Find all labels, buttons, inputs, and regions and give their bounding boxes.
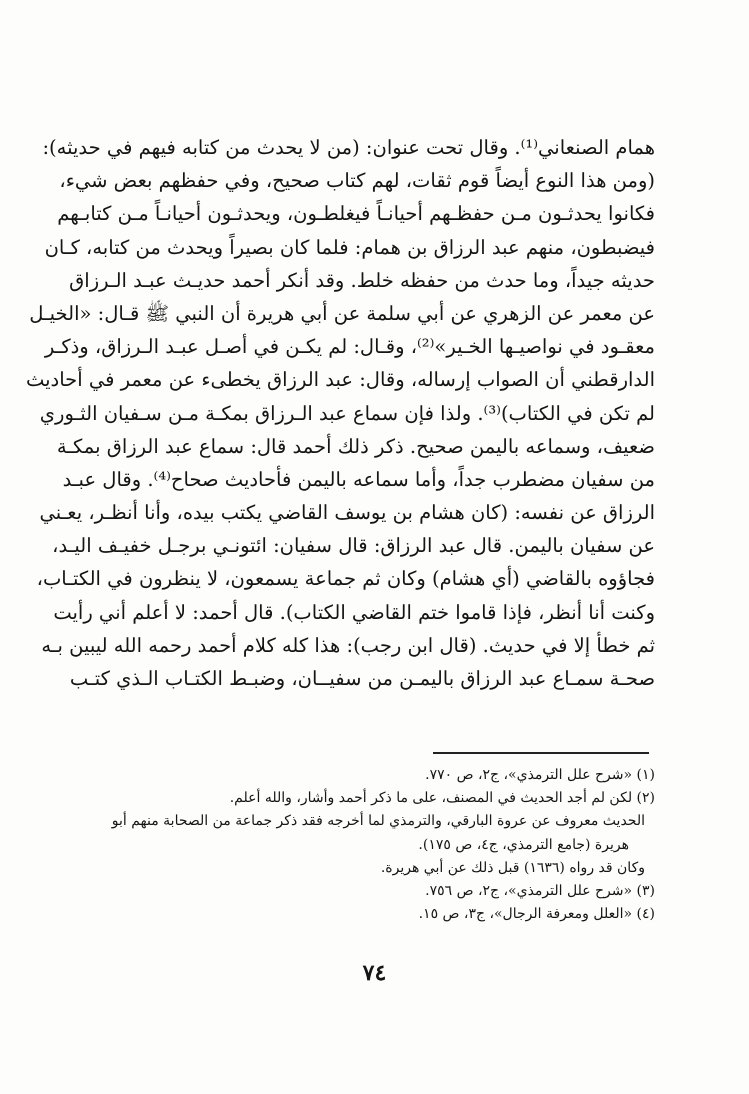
footnote-1: (١) «شرح علل الترمذي»، ج٢، ص ٧٧٠.	[425, 767, 655, 783]
text-line: ضعيف، وسماعه باليمن صحيح. ذكر ذلك أحمد قال: سماع عبد الرزاق بمكـة	[56, 434, 655, 458]
main-text-block	[25, 131, 655, 695]
footnote-4: (٤) «العلل ومعرفة الرجال»، ج٣، ص ١٥.	[418, 906, 655, 923]
footnote-2: (٢) لكن لم أجد الحديث في المصنف، على ما ذكر أحمد وأشار، والله أعلم.	[229, 790, 655, 807]
text-line: فجاؤوه بالقاضي (أي هشام) وكان ثم جماعة يسمعون، لا ينظرون في الكتـاب،	[36, 567, 655, 591]
text-line: وكنت أنا أنظر، فإذا قاموا ختم القاضي الكتاب). قال أحمد: لا أعلم أني رأيت	[53, 600, 655, 624]
text-line: حديثه جيداً، وما حدث من حفظه خلط. وقد أنكر أحمد حديـث عبـد الـرزاق	[69, 268, 655, 292]
text-line: ثم خطأ إلا في حديث. (قال ابن رجب): هذا كله كلام أحمد رحمه الله ليبين بـه	[41, 633, 655, 657]
text-line: عن معمر عن الزهري عن أبي سلمة عن أبي هريرة أن النبي ﷺ قـال: «الخيـل	[29, 301, 655, 325]
text-line: الرزاق عن نفسه: (كان هشام بن يوسف القاضي يكتب بيده، وأنا أنظـر، يعـني	[39, 501, 655, 525]
text-line: همام الصنعاني⁽¹⁾. وقال تحت عنوان: (من لا يحدث من كتابه فيهم في حديثه):	[42, 136, 655, 159]
footnote-2-continuation: وكان قد رواه (١٦٣٦) قبل ذلك عن أبي هريرة.	[380, 859, 645, 876]
text-line: (ومن هذا النوع أيضاً قوم ثقات، لهم كتاب صحيح، وفي حفظهم بعض شيء،	[59, 169, 655, 193]
text-line: فكانوا يحدثـون مـن حفظـهم أحيانـاً فيغلطـون، ويحدثـون أحيانـاً مـن كتابـهم	[57, 202, 655, 226]
footnote-separator	[433, 752, 649, 754]
text-line: عن سفيان باليمن. قال عبد الرزاق: قال سفيان: ائتونـي برجـل خفيـف اليـد،	[52, 534, 655, 558]
text-line: من سفيان مضطرب جداً، وأما سماعه باليمن فأحاديث صحاح⁽⁴⁾. وقال عبـد	[62, 467, 655, 491]
footnote-3: (٣) «شرح علل الترمذي»، ج٢، ص ٧٥٦.	[425, 882, 655, 899]
text-line: الدارقطني أن الصواب إرساله، وقال: عبد الرزاق يخطىء عن معمر في أحاديث	[25, 368, 655, 392]
text-line: فيضبطون، منهم عبد الرزاق بن همام: فلما كان بصيراً ويحدث من كتابه، كـان	[44, 235, 655, 259]
footnote-2-continuation: الحديث معروف عن عروة البارقي، والترمذي لما أخرجه فقد ذكر جماعة من الصحابة منهم أبو	[111, 813, 645, 830]
text-line: لم تكن في الكتاب)⁽³⁾. ولذا فإن سماع عبد الـرزاق بمكـة مـن سـفيان الثـوري	[39, 401, 655, 425]
page-number: ٧٤	[362, 960, 387, 986]
footnotes-block	[111, 764, 655, 926]
text-line: صحـة سمـاع عبد الرزاق باليمـن من سفيــان، وضبـط الكتـاب الـذي كتـب	[69, 667, 655, 690]
text-line: معقـود في نواصيـها الخـير»⁽²⁾، وقـال: لم يكـن في أصـل عبـد الـرزاق، وذكـر	[44, 335, 655, 359]
footnote-2-continuation: هريرة (جامع الترمذي، ج٤، ص ١٧٥).	[418, 836, 629, 853]
